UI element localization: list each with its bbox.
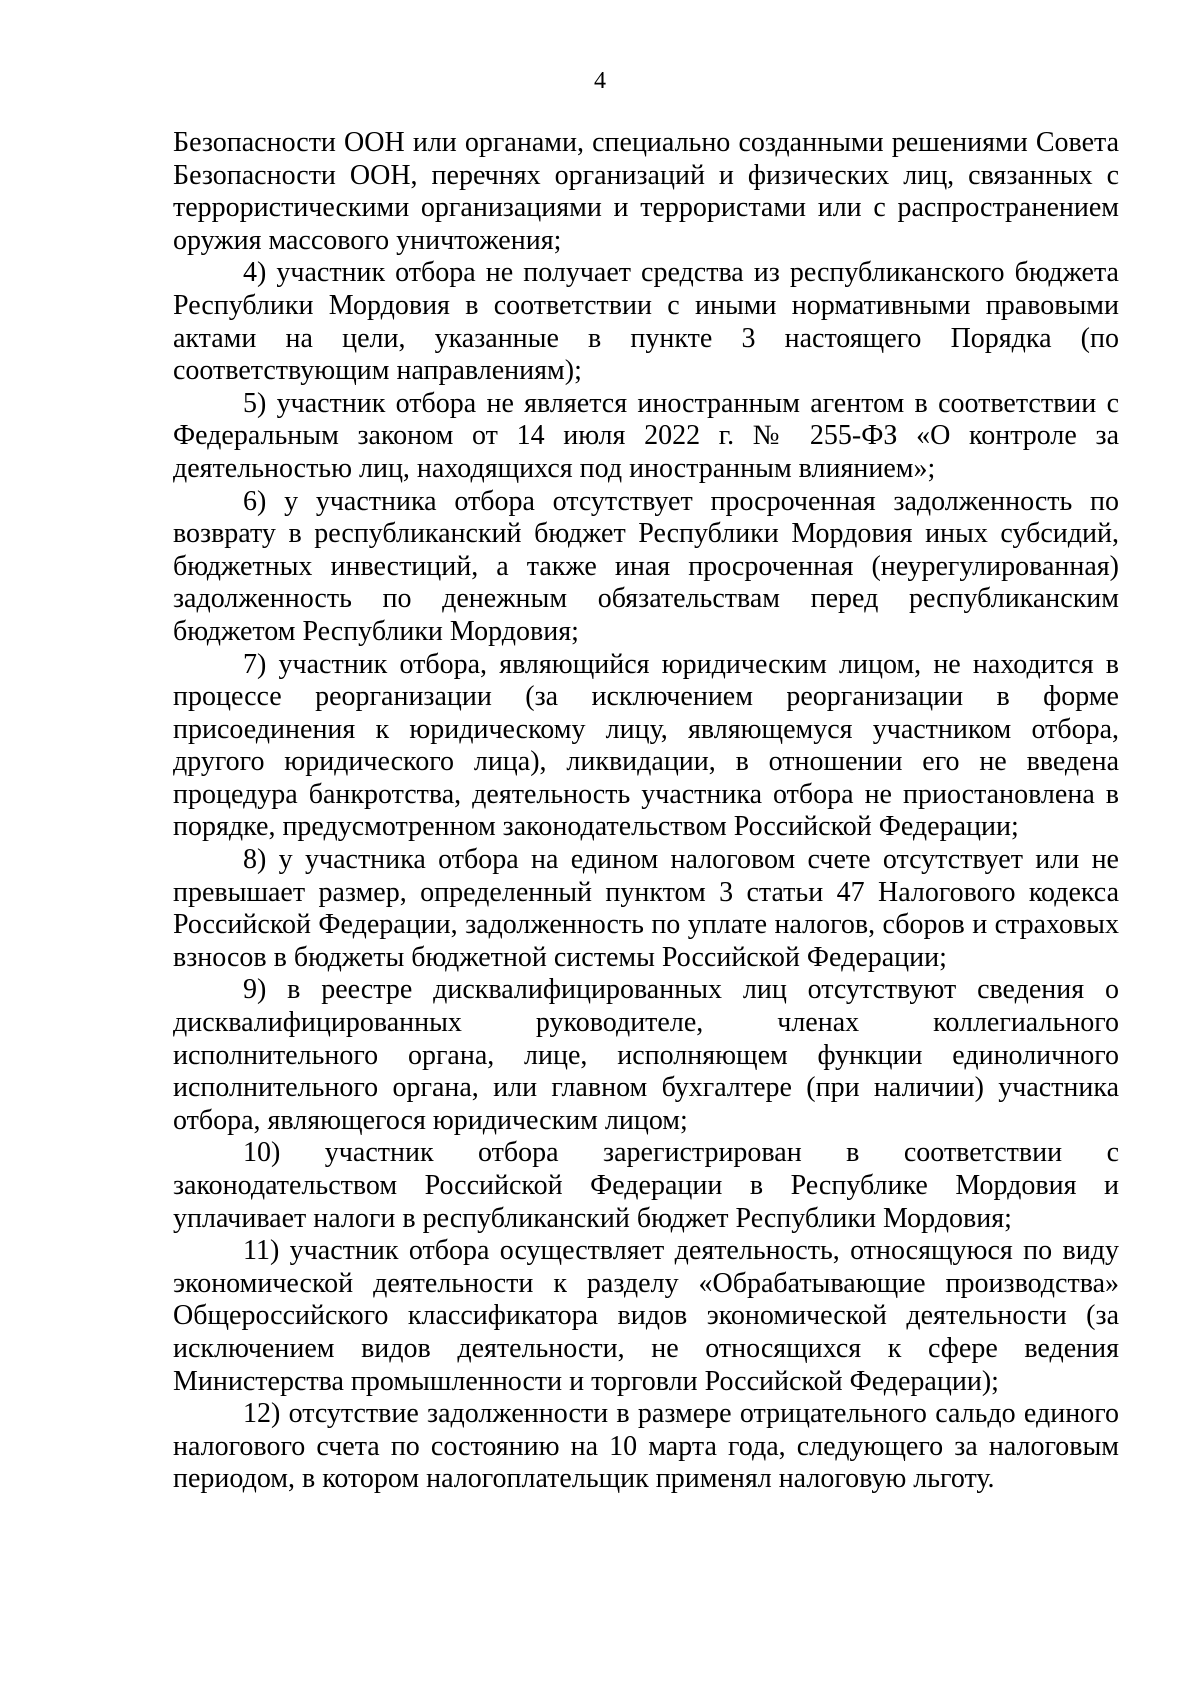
- paragraph-item-10: 10) участник отбора зарегистрирован в соответствии с законодательством Российской Федерации в Республике Мордовия и уплачивает налоги в республиканский бюджет Республики Мордовия;: [173, 1137, 1119, 1234]
- document-body: [173, 127, 1119, 1496]
- paragraph-item-7: 7) участник отбора, являющийся юридическим лицом, не находится в процессе реорганизации (за исключением реорганизации в форме присоединения к юридическому лицу, являющемуся участником отбора, другого юридического лица), ликвидации, в отношении его не введена процедура банкротства, деятельность участника отбора не приостановлена в порядке, предусмотренном законодательством Российской Федерации;: [173, 648, 1119, 843]
- page-number: 4: [594, 68, 606, 94]
- paragraph-item-9: 9) в реестре дисквалифицированных лиц отсутствуют сведения о дисквалифицированных руководителе, членах коллегиального исполнительного органа, лице, исполняющем функции единоличного исполнительного органа, или главном бухгалтере (при наличии) участника отбора, являющегося юридическим лицом;: [173, 974, 1119, 1136]
- paragraph-item-6: 6) у участника отбора отсутствует просроченная задолженность по возврату в республиканский бюджет Республики Мордовия иных субсидий, бюджетных инвестиций, а также иная просроченная (неурегулированная) задолженность по денежным обязательствам перед республиканским бюджетом Республики Мордовия;: [173, 485, 1119, 647]
- paragraph-item-4: 4) участник отбора не получает средства из республиканского бюджета Республики Мордовия в соответствии с иными нормативными правовыми актами на цели, указанные в пункте 3 настоящего Порядка (по соответствующим направлениям);: [173, 257, 1119, 387]
- paragraph-continuation: Безопасности ООН или органами, специально созданными решениями Совета Безопасности ООН, перечнях организаций и физических лиц, связанных с террористическими организациями и террористами или с распространением оружия массового уничтожения;: [173, 127, 1119, 256]
- paragraph-item-5: 5) участник отбора не является иностранным агентом в соответствии с Федеральным законом от 14 июля 2022 г. № 255-ФЗ «О контроле за деятельностью лиц, находящихся под иностранным влиянием»;: [173, 387, 1119, 484]
- paragraph-item-8: 8) у участника отбора на едином налоговом счете отсутствует или не превышает размер, определенный пунктом 3 статьи 47 Налогового кодекса Российской Федерации, задолженность по уплате налогов, сборов и страховых взносов в бюджеты бюджетной системы Российской Федерации;: [173, 844, 1119, 973]
- paragraph-item-11: 11) участник отбора осуществляет деятельность, относящуюся по виду экономической деятельности к разделу «Обрабатывающие производства» Общероссийского классификатора видов экономической деятельности (за исключением видов деятельности, не относящихся к сфере ведения Министерства промышленности и торговли Российской Федерации);: [173, 1235, 1119, 1397]
- paragraph-item-12: 12) отсутствие задолженности в размере отрицательного сальдо единого налогового счета по состоянию на 10 марта года, следующего за налоговым периодом, в котором налогоплательщик применял налоговую льготу.: [173, 1398, 1119, 1495]
